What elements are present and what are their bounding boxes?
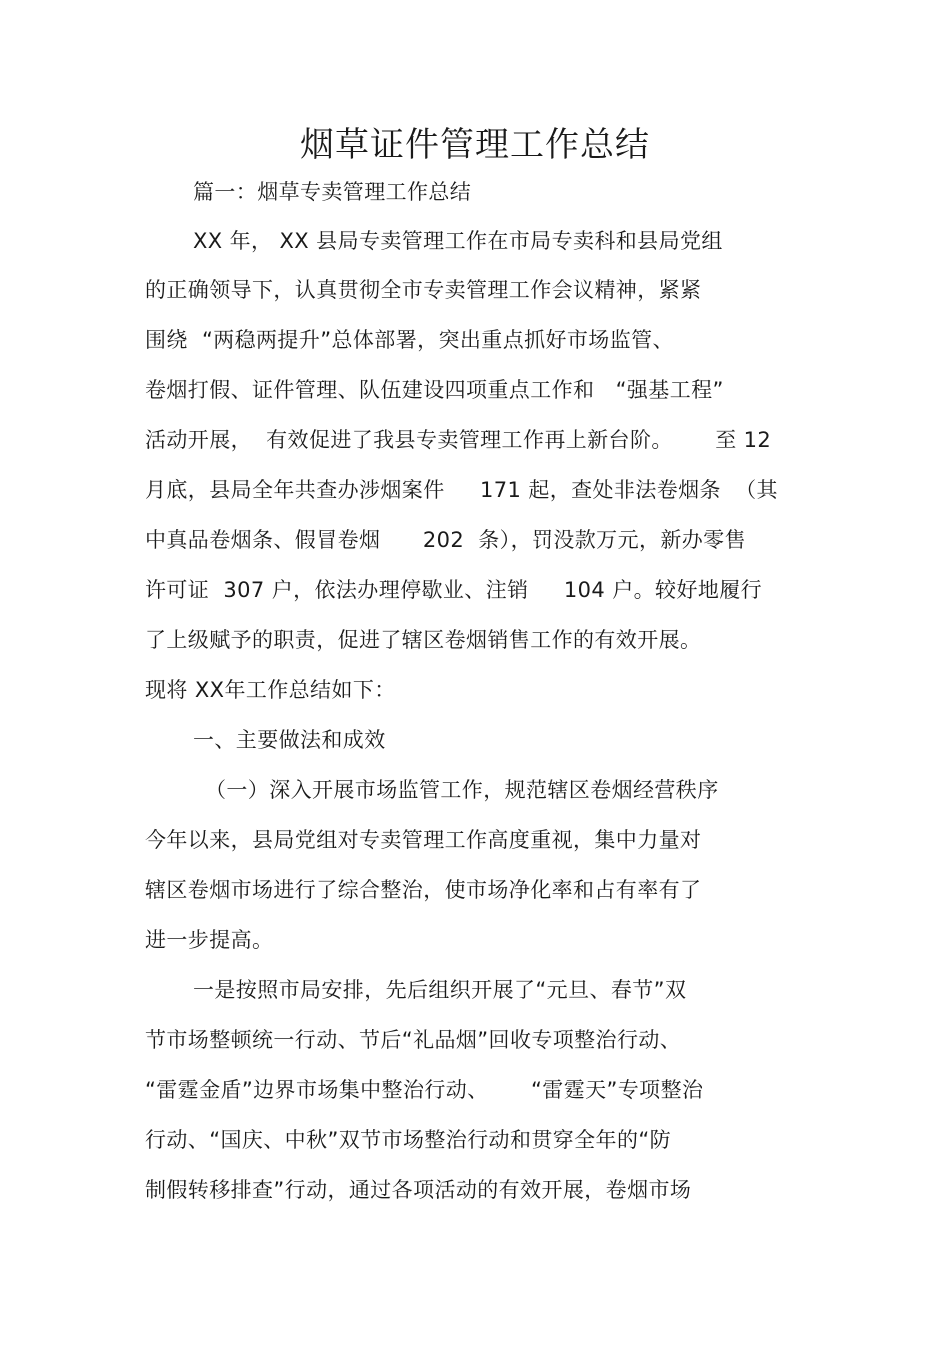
document-title: 烟草证件管理工作总结 (300, 125, 650, 165)
text-line: 中真品卷烟条、假冒卷烟 202 条），罚没款万元，新办零售 (145, 528, 746, 552)
text-line: 进一步提高。 (145, 928, 274, 952)
text-line: 节市场整顿统一行动、节后“礼品烟”回收专项整治行动、 (145, 1028, 682, 1052)
text-line: 现将 XX年工作总结如下： (145, 678, 396, 702)
text-line: 围绕 “两稳两提升”总体部署，突出重点抓好市场监管、 (145, 328, 674, 352)
text-line: 卷烟打假、证件管理、队伍建设四项重点工作和 “强基工程” (145, 378, 724, 402)
text-line: 的正确领导下，认真贯彻全市专卖管理工作会议精神，紧紧 (145, 278, 702, 302)
section-heading: 一、主要做法和成效 (193, 728, 386, 752)
chapter-heading: 篇一：烟草专卖管理工作总结 (193, 180, 472, 204)
text-line: 一是按照市局安排，先后组织开展了“元旦、春节”双 (193, 978, 687, 1002)
text-line: XX 年， XX 县局专卖管理工作在市局专卖科和县局党组 (193, 229, 723, 253)
text-line: 行动、“国庆、中秋”双节市场整治行动和贯穿全年的“防 (145, 1128, 672, 1152)
text-line: 了上级赋予的职责，促进了辖区卷烟销售工作的有效开展。 (145, 628, 702, 652)
text-line: “雷霆金盾”边界市场集中整治行动、 “雷霆天”专项整治 (145, 1078, 704, 1102)
text-line: 活动开展， 有效促进了我县专卖管理工作再上新台阶。 至 12 (145, 428, 772, 452)
text-line: 许可证 307 户，依法办理停歇业、注销 104 户。较好地履行 (145, 578, 763, 602)
text-line: 今年以来，县局党组对专卖管理工作高度重视，集中力量对 (145, 828, 702, 852)
text-line: 辖区卷烟市场进行了综合整治，使市场净化率和占有率有了 (145, 878, 702, 902)
text-line: 月底，县局全年共查办涉烟案件 171 起，查处非法卷烟条 （其 (145, 478, 778, 502)
subsection-heading: （一）深入开展市场监管工作，规范辖区卷烟经营秩序 (205, 778, 719, 802)
text-line: 制假转移排查”行动，通过各项活动的有效开展，卷烟市场 (145, 1178, 692, 1202)
